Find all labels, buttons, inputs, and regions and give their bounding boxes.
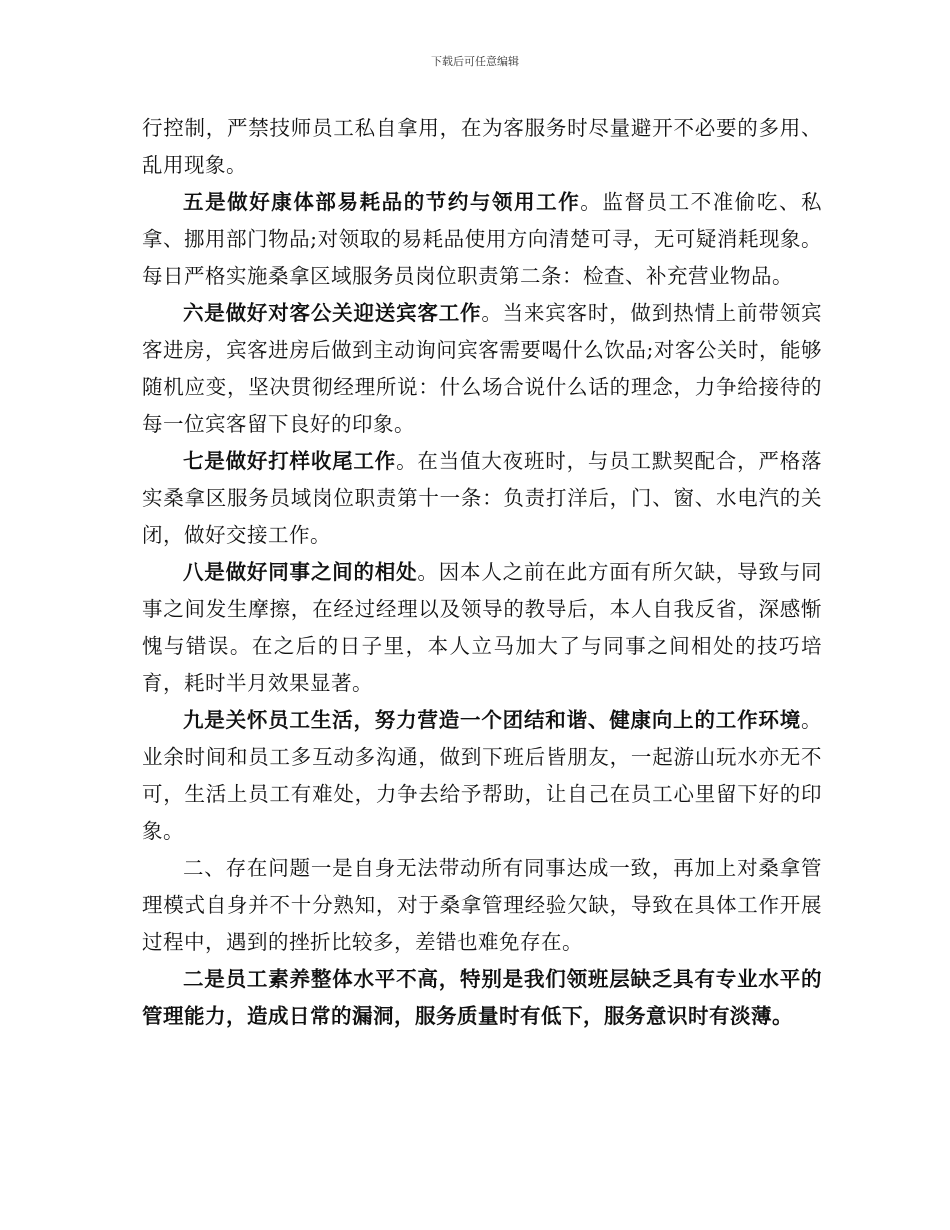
- item-7-text: 。在当值大夜班时，与员工默契配合，严格落实桑拿区服务员域岗位职责第十一条：负责打洋后，门、窗、水电汽的关闭，做好交接工作。: [142, 449, 823, 547]
- item-5-heading: 五是做好康体部易耗品的节约与领用工作: [183, 190, 581, 214]
- item-5-text: 。监督员工不准偷吃、私拿、挪用部门物品;对领取的易耗品使用方向清楚可寻，无可疑消耗现象。每日严格实施桑拿区域服务员岗位职责第二条：检查、补充营业物品。: [142, 190, 823, 288]
- item-8-heading: 八是做好同事之间的相处: [183, 560, 418, 584]
- paragraph-problem-2: 二是员工素养整体水平不高，特别是我们领班层缺乏具有专业水平的管理能力，造成日常的漏洞，服务质量时有低下，服务意识时有淡薄。: [142, 967, 822, 1028]
- item-9-text: 。业余时间和员工多互动多沟通，做到下班后皆朋友，一起游山玩水亦无不可，生活上员工有难处，力争去给予帮助，让自己在员工心里留下好的印象。: [142, 708, 822, 843]
- item-8-text: 。因本人之前在此方面有所欠缺，导致与同事之间发生摩擦，在经过经理以及领导的教导后，本人自我反省，深感惭愧与错误。在之后的日子里，本人立马加大了与同事之间相处的技巧培育，耗时半月效果显著。: [142, 560, 823, 695]
- paragraph-item-8: [142, 554, 822, 702]
- paragraph-item-6: [142, 295, 822, 443]
- paragraph-problems: 二、存在问题一是自身无法带动所有同事达成一致，再加上对桑拿管理模式自身并不十分熟知，对于桑拿管理经验欠缺，导致在具体工作开展过程中，遇到的挫折比较多，差错也难免存在。: [142, 856, 822, 954]
- paragraph-item-9: [142, 702, 822, 850]
- item-6-text: 。当来宾客时，做到热情上前带领宾客进房，宾客进房后做到主动询问宾客需要喝什么饮品;对客公关时，能够随机应变，坚决贯彻经理所说：什么场合说什么话的理念，力争给接待的每一位宾客留下良好的印象。: [142, 301, 823, 436]
- document-body: [142, 110, 822, 1035]
- page-header: 下载后可任意编辑: [431, 55, 519, 68]
- paragraph-item-7: [142, 443, 822, 554]
- item-7-heading: 七是做好打样收尾工作: [183, 449, 397, 473]
- paragraph-continuation: 行控制，严禁技师员工私自拿用，在为客服务时尽量避开不必要的多用、乱用现象。: [142, 116, 822, 177]
- item-9-heading: 九是关怀员工生活，努力营造一个团结和谐、健康向上的工作环境: [183, 708, 801, 732]
- item-6-heading: 六是做好对客公关迎送宾客工作: [183, 301, 482, 325]
- paragraph-item-5: [142, 184, 822, 295]
